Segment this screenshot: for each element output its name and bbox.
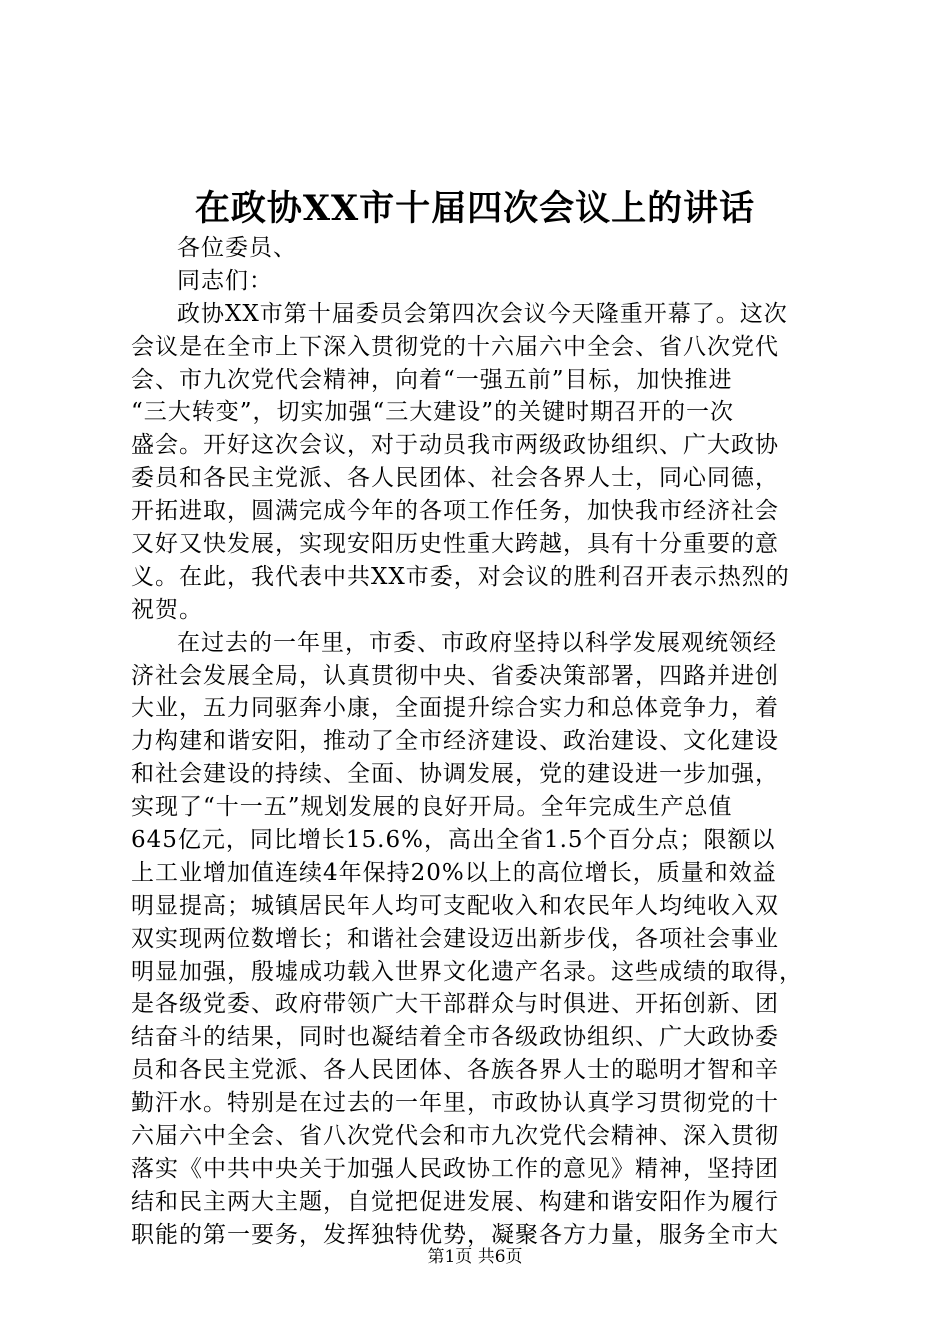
paragraph-line: 委员和各民主党派、各人民团体、社会各界人士，同心同德， (131, 465, 779, 492)
paragraph-line: 实现了“十一五”规划发展的良好开局。全年完成生产总值 (131, 794, 733, 821)
paragraph-line: 645亿元，同比增长15.6%，高出全省1.5个百分点；限额以 (131, 827, 776, 854)
paragraph-line: 祝贺。 (131, 596, 203, 623)
paragraph-line: 六届六中全会、省八次党代会和市九次党代会精神、深入贯彻 (131, 1123, 779, 1150)
paragraph-line: 是各级党委、政府带领广大干部群众与时俱进、开拓创新、团 (131, 991, 779, 1018)
paragraph-line: 力构建和谐安阳，推动了全市经济建设、政治建设、文化建设 (131, 728, 779, 755)
paragraph-line: 会、市九次党代会精神，向着“一强五前”目标，加快推进 (131, 366, 733, 393)
paragraph-line: 结奋斗的结果，同时也凝结着全市各级政协组织、广大政协委 (131, 1024, 779, 1051)
paragraph-line: 双实现两位数增长；和谐社会建设迈出新步伐，各项社会事业 (131, 925, 779, 952)
paragraph-line: 开拓进取，圆满完成今年的各项工作任务，加快我市经济社会 (131, 498, 779, 525)
salutation-line: 各位委员、 (177, 235, 297, 261)
paragraph-line: 会议是在全市上下深入贯彻党的十六届六中全会、省八次党代 (131, 333, 779, 360)
paragraph-line: 政协XX市第十届委员会第四次会议今天隆重开幕了。这次 (177, 300, 788, 327)
paragraph-line: 大业，五力同驱奔小康，全面提升综合实力和总体竞争力，着 (131, 695, 779, 722)
paragraph-line: “三大转变”，切实加强“三大建设”的关键时期召开的一次 (131, 399, 735, 426)
document-title: 在政协XX市十届四次会议上的讲话 (194, 188, 756, 229)
paragraph-line: 义。在此，我代表中共XX市委，对会议的胜利召开表示热烈的 (131, 563, 790, 590)
paragraph-line: 盛会。开好这次会议，对于动员我市两级政协组织、广大政协 (131, 432, 779, 459)
paragraph-line: 又好又快发展，实现安阳历史性重大跨越，具有十分重要的意 (131, 531, 779, 558)
paragraph-line: 上工业增加值连续4年保持20%以上的高位增长，质量和效益 (131, 859, 777, 886)
paragraph-line: 员和各民主党派、各人民团体、各族各界人士的聪明才智和辛 (131, 1057, 779, 1084)
paragraph-line: 在过去的一年里，市委、市政府坚持以科学发展观统领经 (177, 629, 777, 656)
paragraph-line: 和社会建设的持续、全面、协调发展，党的建设进一步加强， (131, 761, 779, 788)
paragraph-line: 明显提高；城镇居民年人均可支配收入和农民年人均纯收入双 (131, 892, 779, 919)
paragraph-line: 勤汗水。特别是在过去的一年里，市政协认真学习贯彻党的十 (131, 1090, 779, 1117)
paragraph-line: 明显加强，殷墟成功载入世界文化遗产名录。这些成绩的取得， (131, 958, 803, 985)
salutation-line: 同志们： (177, 267, 273, 294)
paragraph-line: 职能的第一要务，发挥独特优势，凝聚各方力量，服务全市大 (131, 1221, 779, 1248)
page-footer: 第1页 共6页 (427, 1247, 523, 1267)
document-body (131, 232, 831, 1252)
paragraph-line: 济社会发展全局，认真贯彻中央、省委决策部署，四路并进创 (131, 662, 779, 689)
paragraph-line: 结和民主两大主题，自觉把促进发展、构建和谐安阳作为履行 (131, 1188, 779, 1215)
paragraph-line: 落实《中共中央关于加强人民政协工作的意见》精神，坚持团 (131, 1155, 779, 1182)
